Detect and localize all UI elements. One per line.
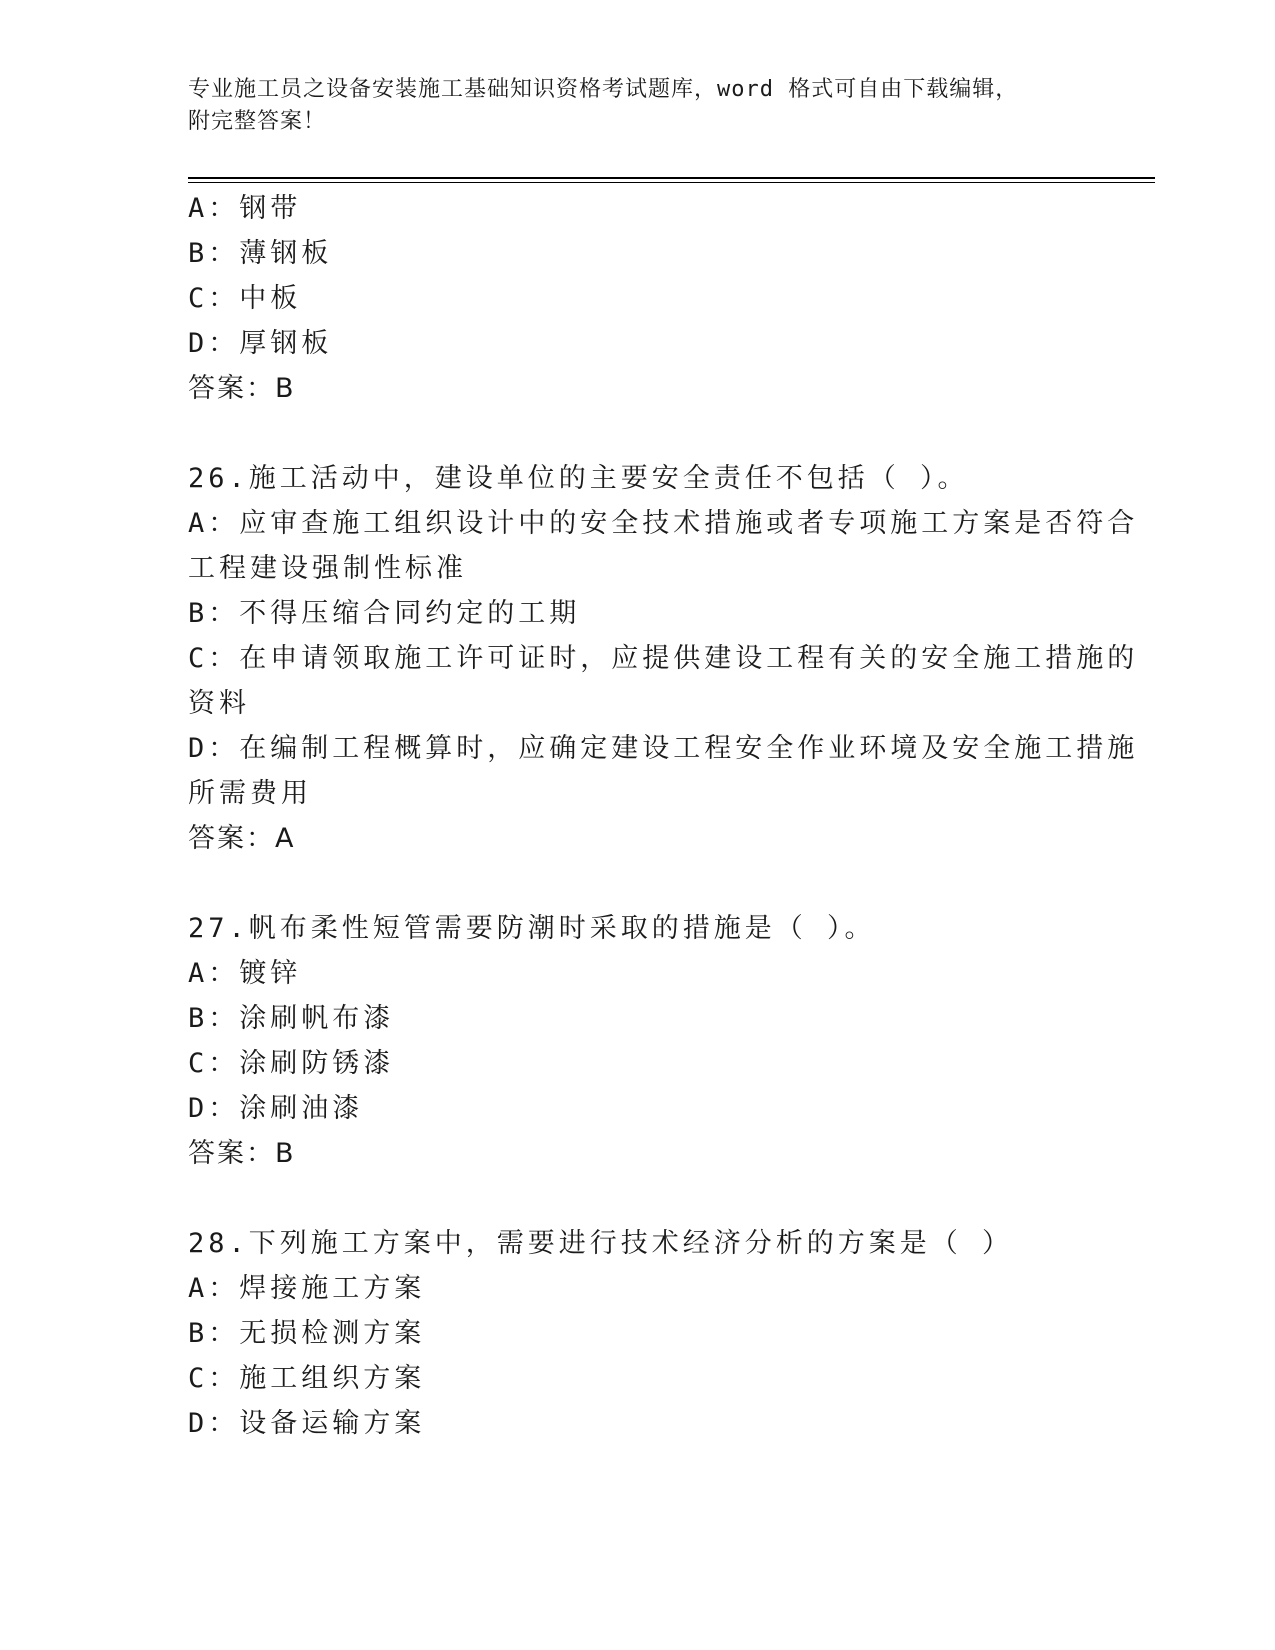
q26-option-b: B：不得压缩合同约定的工期 bbox=[188, 598, 581, 629]
q27-option-a: A：镀锌 bbox=[188, 958, 302, 989]
q28-option-c: C：施工组织方案 bbox=[188, 1363, 426, 1394]
q26-option-c-line1: C：在申请领取施工许可证时，应提供建设工程有关的安全施工措施的 bbox=[188, 643, 1139, 674]
q28-question: 28.下列施工方案中，需要进行技术经济分析的方案是（ ） bbox=[188, 1228, 1014, 1259]
q26-question: 26.施工活动中，建设单位的主要安全责任不包括（ ）。 bbox=[188, 463, 969, 494]
document-header bbox=[188, 74, 1088, 138]
q25-option-d: D：厚钢板 bbox=[188, 328, 333, 359]
q26-option-d-line1: D：在编制工程概算时，应确定建设工程安全作业环境及安全施工措施 bbox=[188, 733, 1139, 764]
q27-answer: 答案：B bbox=[188, 1138, 296, 1169]
q25-option-c: C：中板 bbox=[188, 283, 302, 314]
q27-question: 27.帆布柔性短管需要防潮时采取的措施是（ ）。 bbox=[188, 913, 876, 944]
q26-option-a-line2: 工程建设强制性标准 bbox=[188, 553, 467, 584]
q28-option-a: A：焊接施工方案 bbox=[188, 1273, 426, 1304]
q25-option-a: A：钢带 bbox=[188, 193, 302, 224]
q27-option-c: C：涂刷防锈漆 bbox=[188, 1048, 395, 1079]
header-line-2: 附完整答案！ bbox=[188, 109, 327, 134]
q25-option-b: B：薄钢板 bbox=[188, 238, 333, 269]
header-rule-thin bbox=[188, 182, 1155, 183]
q26-option-c-line2: 资料 bbox=[188, 688, 250, 719]
q28-option-d: D：设备运输方案 bbox=[188, 1408, 426, 1439]
q25-answer: 答案：B bbox=[188, 373, 296, 404]
q26-option-a-line1: A：应审查施工组织设计中的安全技术措施或者专项施工方案是否符合 bbox=[188, 508, 1139, 539]
q26-answer: 答案：A bbox=[188, 823, 296, 854]
q27-option-d: D：涂刷油漆 bbox=[188, 1093, 364, 1124]
q28-option-b: B：无损检测方案 bbox=[188, 1318, 426, 1349]
q27-option-b: B：涂刷帆布漆 bbox=[188, 1003, 395, 1034]
header-rule-thick bbox=[188, 177, 1155, 179]
header-line-1: 专业施工员之设备安装施工基础知识资格考试题库，word 格式可自由下载编辑， bbox=[188, 77, 1019, 102]
q26-option-d-line2: 所需费用 bbox=[188, 778, 312, 809]
